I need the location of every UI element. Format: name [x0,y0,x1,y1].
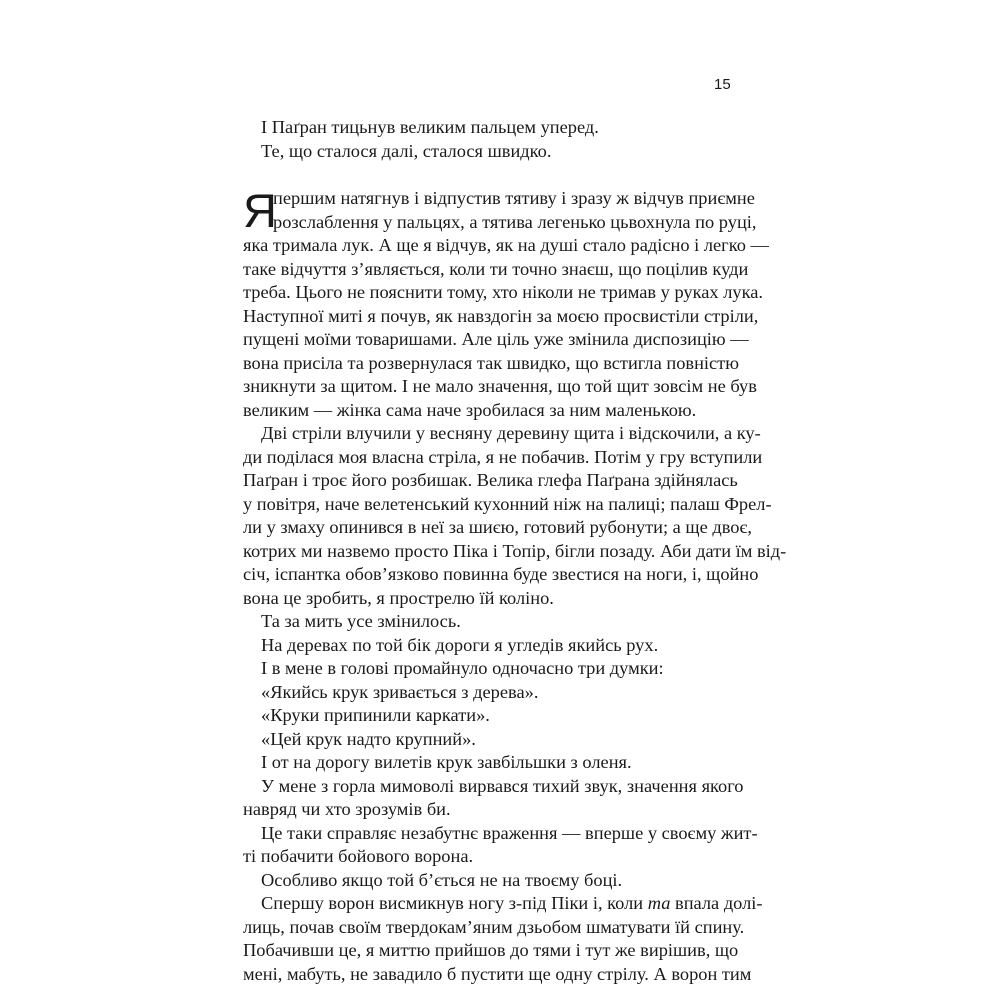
text-line: Це таки справляє незабутнє враження — вперше у своєму жит- [261,822,758,843]
text-line: ди поділася моя власна стріла, я не побачив. Потім у гру вступили [243,446,763,467]
text-line: І Паґран тицьнув великим пальцем уперед. [261,117,599,137]
paragraph [243,892,763,986]
text-line: У мене з горла мимоволі вирвався тихий звук, значення якого [261,775,744,796]
text-line: лиць, почав своїм твердокам’яним дзьобом шматувати їй спину. [243,916,745,937]
text-line: великим — жінка сама наче зробилася за ним маленькою. [243,399,697,420]
text-line: вона це зробить, я прострелю їй коліно. [243,587,554,608]
drop-cap: Я [243,184,277,237]
text-line: І в мене в голові промайнуло одночасно три думки: [261,658,664,678]
text-line: вона присіла та розвернулася так швидко, що встигла повністю [243,352,739,373]
text-line: розслаблення у пальцях, а тятива легенько цьвохнула по руці, [273,211,757,232]
italic-word: та [647,893,671,913]
text-line: «Круки припинили каркати». [261,705,490,725]
text-line: січ, іспантка обов’язково повинна буде звестися на ноги, і, щойно [243,564,759,584]
paragraph [243,775,744,822]
paragraph [243,822,758,869]
text-run: Спершу ворон висмикнув ногу з-під Піки і, коли [261,893,648,913]
text-line: Та за мить усе змінилось. [261,611,461,631]
text-line: ли у змаху опинився в неї за шиєю, готовий рубонути; а ще двоє, [243,517,752,537]
text-line: «Цей крук надто крупний». [261,728,476,749]
text-line: Наступної миті я почув, як навздогін за моєю просвистіли стріли, [243,305,759,326]
text-line: треба. Цього не пояснити тому, хто ніколи не тримав у руках лука. [243,282,764,302]
text-line: Те, що сталося далі, сталося швидко. [261,140,552,161]
text-run: впала долі- [670,893,763,913]
text-line: ті побачити бойового ворона. [243,846,474,866]
text-line: пущені моїми товаришами. Але ціль уже змінила диспозицію — [243,329,749,349]
text-line: першим натягнув і відпустив тятиву і зразу ж відчув приємне [273,188,755,208]
paragraph [243,184,769,422]
page-number: 15 [714,76,731,93]
text-line: у повітря, наче велетенський кухонний ніж на палиці; палаш Фрел- [243,493,772,514]
text-line: таке відчуття з’являється, коли ти точно знаєш, що поцілив куди [243,258,749,279]
text-line: навряд чи хто зрозумів би. [243,799,451,819]
text-line: яка тримала лук. А ще я відчув, як на душі стало радісно і легко — [243,235,769,255]
text-line: Особливо якщо той б’ється не на твоєму боці. [261,869,623,890]
text-line: І от на дорогу вилетів крук завбільшки з оленя. [261,752,632,772]
text-line [243,892,763,916]
text-line: Дві стріли влучили у весняну деревину щита і відскочили, а ку- [261,423,761,443]
text-line: «Якийсь крук зривається з дерева». [261,681,539,702]
paragraph [243,422,787,610]
text-line: мені, мабуть, не завадило б пустити ще одну стрілу. А ворон тим [243,963,752,984]
text-line: котрих ми назвемо просто Піка і Топір, бігли позаду. Аби дати їм від- [243,540,787,561]
text-line: зникнути за щитом. І не мало значення, що той щит зовсім не був [243,376,757,396]
section-break [243,163,727,187]
text-line: Побачивши це, я миттю прийшов до тями і тут же вирішив, що [243,940,739,960]
text-line: Паґран і троє його розбишак. Велика глефа Паґрана здійнялась [243,470,738,490]
page-text [243,116,787,986]
text-line: На деревах по той бік дороги я угледів якийсь рух. [261,634,659,655]
